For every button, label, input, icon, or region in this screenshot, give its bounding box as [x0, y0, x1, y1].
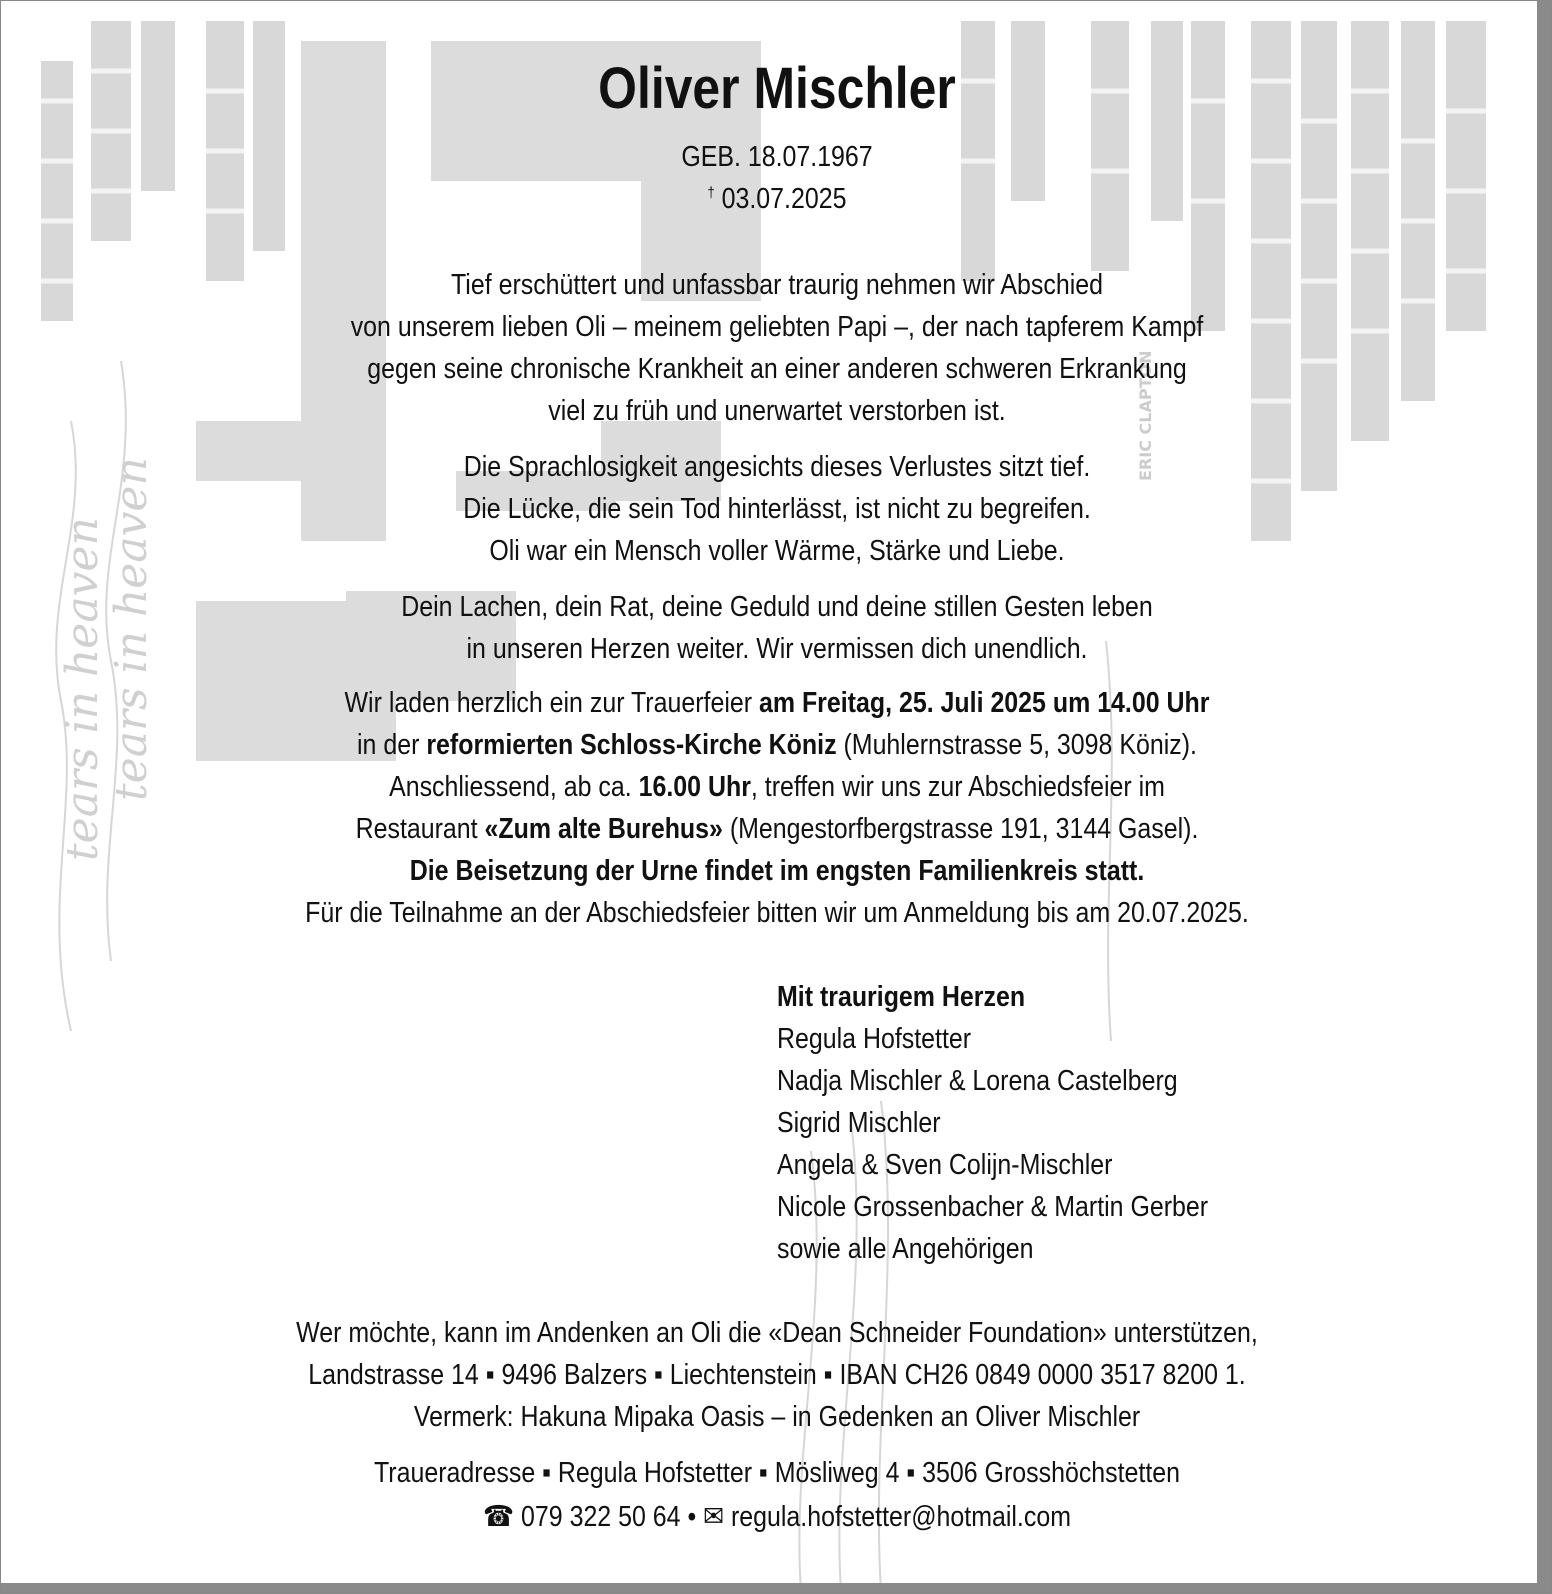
birth-date: GEB. 18.07.1967 [681, 141, 873, 173]
paragraph1-line: viel zu früh und unerwartet verstorben ist. [548, 395, 1006, 427]
ceremony-text: Wir laden herzlich ein zur Trauerfeier [344, 687, 759, 719]
signature-name: Sigrid Mischler [777, 1107, 941, 1139]
donation-line: Vermerk: Hakuna Mipaka Oasis – in Gedenken an Oliver Mischler [413, 1401, 1141, 1433]
ceremony-text: Anschliessend, ab ca. [389, 771, 639, 803]
death-date-line [110, 183, 1445, 216]
contact-line [110, 1499, 1445, 1534]
death-cross-symbol: † [707, 184, 715, 202]
ceremony-text: in der [357, 729, 427, 761]
paragraph3-line: Dein Lachen, dein Rat, deine Geduld und deine stillen Gesten leben [401, 591, 1153, 623]
donation-line: Landstrasse 14 ▪ 9496 Balzers ▪ Liechtenstein ▪ IBAN CH26 0849 0000 3517 8200 1. [308, 1359, 1246, 1391]
email-icon: ✉ [703, 1501, 725, 1533]
bg-script-text-2: tears in heaven [106, 457, 157, 801]
signature-name: sowie alle Angehörigen [777, 1233, 1034, 1265]
ceremony-line-2 [110, 729, 1445, 762]
paragraph2-line: Die Sprachlosigkeit angesichts dieses Verlustes sitzt tief. [463, 451, 1091, 483]
ceremony-church: reformierten Schloss-Kirche Köniz [426, 729, 837, 761]
paragraph2-line: Oli war ein Mensch voller Wärme, Stärke und Liebe. [489, 535, 1065, 567]
ceremony-line-3 [110, 771, 1445, 804]
paragraph2-line: Die Lücke, die sein Tod hinterlässt, ist nicht zu begreifen. [463, 493, 1091, 525]
paragraph1-line: Tief erschüttert und unfassbar traurig nehmen wir Abschied [450, 269, 1104, 301]
mourning-address: Traueradresse ▪ Regula Hofstetter ▪ Mösliweg 4 ▪ 3506 Grosshöchstetten [373, 1457, 1181, 1489]
donation-line: Wer möchte, kann im Andenken an Oli die «Dean Schneider Foundation» unterstützen, [296, 1317, 1258, 1349]
phone-number: 079 322 50 64 [521, 1501, 681, 1533]
ceremony-line-1 [110, 687, 1445, 720]
registration-note: Für die Teilnahme an der Abschiedsfeier bitten wir um Anmeldung bis am 20.07.2025. [305, 897, 1249, 929]
ceremony-text: Restaurant [355, 813, 485, 845]
ceremony-line-4 [110, 813, 1445, 846]
signature-name: Angela & Sven Colijn-Mischler [777, 1149, 1113, 1181]
ceremony-date-time: am Freitag, 25. Juli 2025 um 14.00 Uhr [758, 687, 1210, 719]
paragraph1-line: gegen seine chronische Krankheit an einer anderen schweren Erkrankung [367, 353, 1187, 385]
bg-script-text-1: tears in heaven [57, 517, 108, 861]
restaurant-name: «Zum alte Burehus» [484, 813, 723, 845]
deceased-name: Oliver Mischler [598, 56, 956, 121]
signature-heading: Mit traurigem Herzen [777, 981, 1026, 1013]
paragraph1-line: von unserem lieben Oli – meinem geliebten Papi –, der nach tapferem Kampf [350, 311, 1204, 343]
ceremony-church-address: (Muhlernstrasse 5, 3098 Köniz). [836, 729, 1197, 761]
frame-bottom-edge [1, 1583, 1551, 1593]
bg-credit-text: ERIC CLAPTON [1136, 350, 1155, 481]
email-address: regula.hofstetter@hotmail.com [730, 1501, 1071, 1533]
frame-right-edge [1537, 1, 1551, 1593]
phone-icon: ☎ [483, 1501, 515, 1533]
signature-name: Nicole Grossenbacher & Martin Gerber [777, 1191, 1209, 1223]
signature-name: Regula Hofstetter [777, 1023, 972, 1055]
ceremony-text: , treffen wir uns zur Abschiedsfeier im [750, 771, 1165, 803]
reception-time: 16.00 Uhr [638, 771, 751, 803]
restaurant-address: (Mengestorfbergstrasse 191, 3144 Gasel). [722, 813, 1199, 845]
separator-bullet: • [687, 1501, 697, 1533]
death-date: 03.07.2025 [721, 183, 847, 215]
paragraph3-line: in unseren Herzen weiter. Wir vermissen dich unendlich. [466, 633, 1088, 665]
signature-name: Nadja Mischler & Lorena Castelberg [777, 1065, 1178, 1097]
burial-note: Die Beisetzung der Urne findet im engsten Familienkreis statt. [409, 855, 1145, 887]
